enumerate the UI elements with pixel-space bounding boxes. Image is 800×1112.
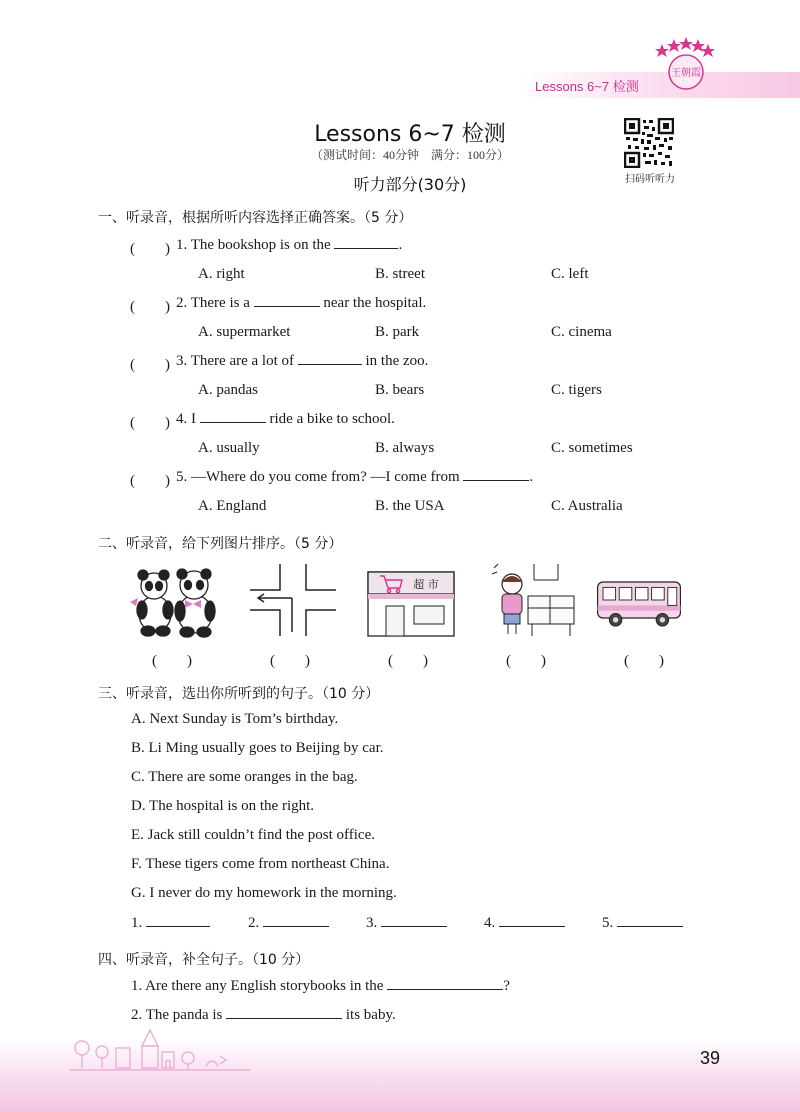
option-a[interactable]: A. England xyxy=(198,498,267,514)
option-b[interactable]: B. park xyxy=(375,324,420,340)
option-a[interactable]: A. usually xyxy=(198,440,260,456)
answer-blank[interactable] xyxy=(298,363,362,365)
question-text: 5. —Where do you come from? —I come from xyxy=(176,469,460,485)
picture-paren[interactable]: ( ) xyxy=(624,653,664,669)
option-b[interactable]: B. street xyxy=(375,266,425,282)
option-c[interactable]: C. cinema xyxy=(551,324,612,340)
answer-blank[interactable] xyxy=(617,925,683,927)
sentence-option: C. There are some oranges in the bag. xyxy=(131,769,358,785)
page-number: 39 xyxy=(700,1048,721,1068)
bus-icon xyxy=(594,562,684,638)
answer-slot-3 xyxy=(366,915,447,932)
answer-blank[interactable] xyxy=(499,925,565,927)
answer-blank[interactable] xyxy=(146,925,210,927)
picture-paren[interactable]: ( ) xyxy=(506,653,546,669)
sentence-text-end: ? xyxy=(503,978,510,994)
option-c[interactable]: C. tigers xyxy=(551,382,602,398)
pandas-icon xyxy=(130,562,220,638)
sentence-option: E. Jack still couldn’t find the post office. xyxy=(131,827,375,843)
question-text: 3. There are a lot of xyxy=(176,353,295,369)
castle-doodle-icon xyxy=(70,1026,250,1072)
option-c[interactable]: C. left xyxy=(551,266,589,282)
sentence-option: B. Li Ming usually goes to Beijing by car. xyxy=(131,740,384,756)
option-a[interactable]: A. right xyxy=(198,266,245,282)
option-c[interactable]: C. Australia xyxy=(551,498,623,514)
answer-paren[interactable]: ( ) xyxy=(130,299,170,315)
option-c[interactable]: C. sometimes xyxy=(551,440,633,456)
sentence-text-end: its baby. xyxy=(345,1007,396,1023)
answer-slot-5 xyxy=(602,915,683,932)
option-a[interactable]: A. pandas xyxy=(198,382,258,398)
sentence-option: A. Next Sunday is Tom’s birthday. xyxy=(131,711,339,727)
answer-blank[interactable] xyxy=(387,988,503,990)
answer-number: 1. xyxy=(131,915,143,931)
answer-number: 2. xyxy=(248,915,260,931)
question-text-end: ride a bike to school. xyxy=(269,411,395,427)
question-1 xyxy=(176,237,402,254)
answer-paren[interactable]: ( ) xyxy=(130,357,170,373)
answer-slot-2 xyxy=(248,915,329,932)
sentence-option: F. These tigers come from northeast China. xyxy=(131,856,390,872)
section4-title: 四、听录音，补全句子。（10 分） xyxy=(98,952,310,968)
question-text: 1. The bookshop is on the xyxy=(176,237,331,253)
question-3 xyxy=(176,353,428,370)
question-text: 4. I xyxy=(176,411,196,427)
section3-title: 三、听录音，选出你所听到的句子。（10 分） xyxy=(98,686,380,702)
answer-number: 4. xyxy=(484,915,496,931)
section2-title: 二、听录音，给下列图片排序。（5 分） xyxy=(98,536,343,552)
test-info: （测试时间：40分钟 满分：100分） xyxy=(310,148,509,162)
section1-title: 一、听录音，根据所听内容选择正确答案。（5 分） xyxy=(98,210,413,226)
answer-blank[interactable] xyxy=(200,421,266,423)
sentence-option: D. The hospital is on the right. xyxy=(131,798,315,814)
answer-paren[interactable]: ( ) xyxy=(130,241,170,257)
answer-blank[interactable] xyxy=(381,925,447,927)
qr-label: 扫码听听力 xyxy=(625,174,675,185)
question-5 xyxy=(176,469,533,486)
question-text-end: . xyxy=(398,237,403,253)
fill-sentence-1 xyxy=(131,978,510,995)
answer-number: 3. xyxy=(366,915,378,931)
option-b[interactable]: B. always xyxy=(375,440,435,456)
answer-blank[interactable] xyxy=(254,305,320,307)
picture-paren[interactable]: ( ) xyxy=(152,653,192,669)
answer-blank[interactable] xyxy=(334,247,398,249)
picture-paren[interactable]: ( ) xyxy=(388,653,428,669)
picture-paren[interactable]: ( ) xyxy=(270,653,310,669)
qr-code-icon[interactable] xyxy=(624,118,674,168)
option-b[interactable]: B. the USA xyxy=(375,498,445,514)
question-text-end: in the zoo. xyxy=(365,353,429,369)
answer-blank[interactable] xyxy=(463,479,529,481)
answer-blank[interactable] xyxy=(263,925,329,927)
question-text-end: . xyxy=(529,469,534,485)
listening-part-title: 听力部分(30分) xyxy=(353,175,467,194)
crossroads-map-icon xyxy=(248,562,338,638)
option-b[interactable]: B. bears xyxy=(375,382,425,398)
header-lesson-label: Lessons 6~7 检测 xyxy=(535,79,639,94)
sentence-text: 1. Are there any English storybooks in the xyxy=(131,978,384,994)
answer-number: 5. xyxy=(602,915,614,931)
stars-badge-icon xyxy=(652,36,716,92)
answer-slot-1 xyxy=(131,915,210,932)
option-a[interactable]: A. supermarket xyxy=(198,324,291,340)
logo-text: 王朝霞 xyxy=(671,68,701,79)
answer-blank[interactable] xyxy=(226,1017,342,1019)
answer-paren[interactable]: ( ) xyxy=(130,473,170,489)
fill-sentence-2 xyxy=(131,1007,396,1024)
answer-slot-4 xyxy=(484,915,565,932)
question-4 xyxy=(176,411,395,428)
sentence-text: 2. The panda is xyxy=(131,1007,223,1023)
question-text: 2. There is a xyxy=(176,295,250,311)
girl-at-desk-icon xyxy=(488,562,578,638)
page-title: Lessons 6~7 检测 xyxy=(314,122,506,147)
shop-sign: 超 市 xyxy=(413,578,439,591)
question-text-end: near the hospital. xyxy=(323,295,427,311)
sentence-option: G. I never do my homework in the morning. xyxy=(131,885,397,901)
question-2 xyxy=(176,295,426,312)
answer-paren[interactable]: ( ) xyxy=(130,415,170,431)
supermarket-icon xyxy=(366,562,456,638)
